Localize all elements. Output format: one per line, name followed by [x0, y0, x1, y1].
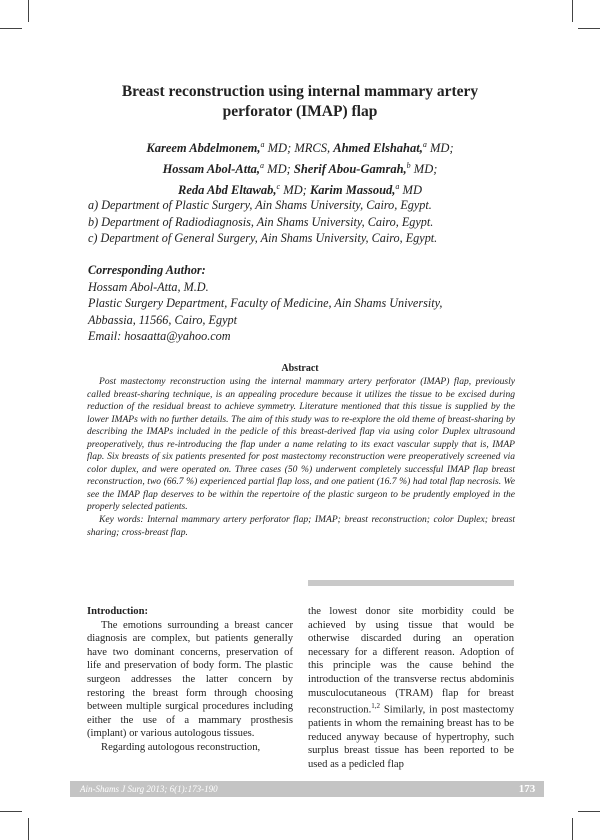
title-line: perforator (IMAP) flap [222, 103, 378, 120]
corresponding-author [88, 262, 442, 345]
author-name: Karim Massoud, [309, 183, 396, 198]
author-degree: MD; MRCS, [264, 141, 334, 156]
author-degree: MD; [410, 162, 438, 177]
section-divider [308, 580, 514, 586]
author-name: Kareem Abdelmonem, [146, 141, 261, 156]
journal-citation: Ain-Shams J Surg 2013; 6(1):173-190 [80, 784, 218, 794]
author-name: Hossam Abol-Atta, [162, 162, 261, 177]
affil-sup: c [276, 182, 281, 192]
affiliation-line: c) Department of General Surgery, Ain Shams University, Cairo, Egypt. [88, 231, 438, 245]
abstract [87, 376, 515, 539]
affiliation-line: a) Department of Plastic Surgery, Ain Shams University, Cairo, Egypt. [88, 198, 432, 212]
paragraph-text: Similarly, in post mastectomy patients in whom the remaining breast has to be reduced anyway because of hypertrophy, such surplus breast tissue has been reported to be used as a pedicled flap [308, 704, 514, 771]
author-name: Reda Abd Eltawab, [178, 183, 277, 198]
corresponding-line: Abbassia, 11566, Cairo, Egypt [88, 312, 237, 327]
title-line: Breast reconstruction using internal mammary artery [121, 83, 479, 100]
affil-sup: a [260, 140, 265, 149]
affil-sup: a [422, 140, 427, 149]
page-number: 173 [518, 783, 536, 795]
section-heading: Introduction: [87, 606, 149, 617]
paragraph: The emotions surrounding a breast cancer diagnosis are complex, but patients generally have two dominant concerns, preservation of life and preservation of body form. The plastic surgeon addresses the latter concern by restoring the breast form through choosing between multiple surgical procedures including either the use of a mammary prosthesis (implant) or various autologous tissues. [87, 619, 293, 740]
author-degree: MD; [426, 141, 454, 156]
crop-mark [0, 28, 22, 29]
corresponding-line: Plastic Surgery Department, Faculty of Medicine, Ain Shams University, [88, 296, 443, 310]
paper-title [60, 82, 540, 122]
affiliations [88, 197, 437, 247]
abstract-heading: Abstract [281, 363, 319, 374]
crop-mark [572, 0, 573, 22]
paragraph-text: the lowest donor site morbidity could be achieved by using tissue that would be otherwise discarded during an operation necessary for a different reason. Adoption of this principle was the cause behind the introduction of the transverse rectus abdominis musculocutaneous (TRAM) flap for breast reconstruction. [308, 606, 514, 716]
paragraph [308, 605, 514, 772]
author-list [60, 136, 540, 199]
affil-sup: a [260, 161, 265, 171]
crop-mark [28, 818, 29, 840]
abstract-body: Post mastectomy reconstruction using the internal mammary artery perforator (IMAP) flap, previously called breast-sharing technique, is an appealing procedure because it utilizes the tissue to be excised during reduction of the residual breast to achieve symmetry. Literature mentioned that this tissue is supplied by the lower IMAPs with no further details. The aim of this study was to re-explore the old theme of breast-sharing by describing the IMAPs included in the pedicle of this breast-derived flap via using color Duplex ultrasound preoperatively, thus re-introducing the flap under a name relating to its exact vascular supply that is, IMAP flap. Six breasts of six patients presented for post mastectomy reconstruction were preoperatively screened via color duplex, and were operated on. Three cases (50 %) underwent completely successful IMAP flap breast reconstruction, two (66.7 %) experienced partial flap loss, and one patient (16.7 %) had total flap necrosis. We see the IMAP flap deserves to be within the repertoire of the plastic surgeon to be prudently employed in the properly selected patients. [87, 376, 515, 513]
author-degree: MD; [280, 183, 310, 198]
author-line [60, 157, 540, 178]
author-degree: MD; [264, 162, 294, 177]
keywords: Key words: Internal mammary artery perforator flap; IMAP; breast reconstruction; color Duplex; breast sharing; cross-breast flap. [87, 514, 515, 538]
corresponding-line: Hossam Abol-Atta, M.D. [88, 279, 209, 294]
corresponding-heading: Corresponding Author: [88, 263, 206, 277]
affil-sup: b [406, 161, 411, 171]
crop-mark [0, 811, 22, 812]
crop-mark [572, 818, 573, 840]
author-line [60, 136, 540, 157]
crop-mark [578, 811, 600, 812]
author-name: Sherif Abou-Gamrah, [293, 162, 407, 177]
citation-sup: 1,2 [371, 702, 380, 711]
right-column [308, 605, 514, 772]
affil-sup: a [395, 182, 400, 192]
author-degree: MD [399, 183, 422, 198]
affiliation-line: b) Department of Radiodiagnosis, Ain Shams University, Cairo, Egypt. [88, 214, 434, 229]
author-name: Ahmed Elshahat, [333, 141, 423, 156]
paragraph: Regarding autologous reconstruction, [101, 741, 261, 753]
crop-mark [578, 28, 600, 29]
corresponding-email[interactable]: Email: hosaatta@yahoo.com [88, 329, 231, 343]
crop-mark [28, 0, 29, 22]
left-column [87, 605, 293, 755]
